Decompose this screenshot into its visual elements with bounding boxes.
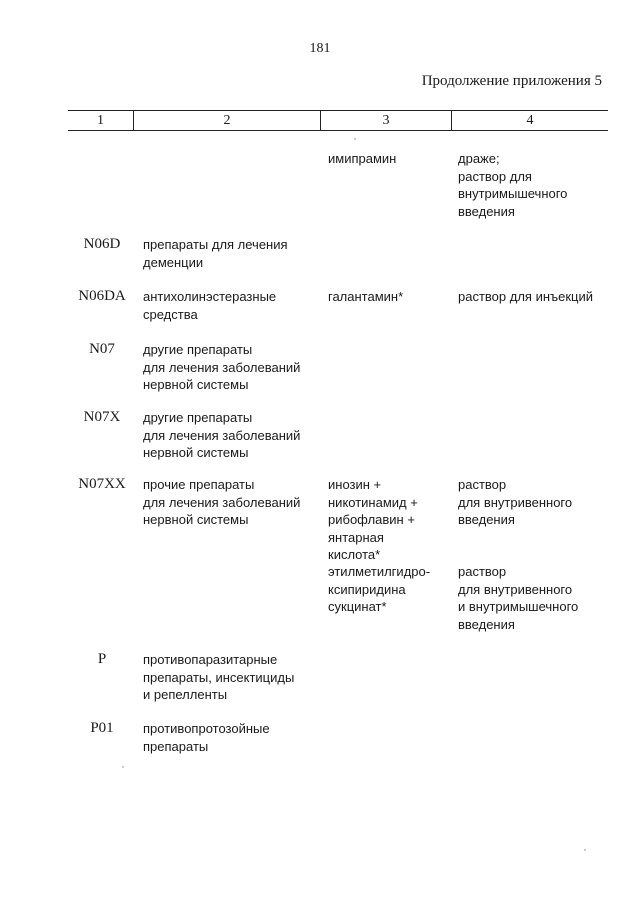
group-description: противопротозойные препараты bbox=[143, 721, 270, 754]
group-description: противопаразитарные препараты, инсектициды и репелленты bbox=[143, 652, 295, 702]
group-description: другие препараты для лечения заболеваний нервной системы bbox=[143, 342, 301, 392]
scan-speck bbox=[122, 766, 124, 768]
drug-name: имипрамин bbox=[328, 151, 397, 166]
drug-name: галантамин* bbox=[328, 289, 404, 304]
drug-name: этилметилгидро- ксипиридина сукцинат* bbox=[328, 564, 431, 614]
atc-code: N07XX bbox=[78, 476, 126, 492]
column-header-4: 4 bbox=[451, 111, 608, 130]
dosage-form: раствор для инъекций bbox=[458, 289, 594, 304]
atc-code: N07 bbox=[89, 341, 115, 357]
dosage-form: драже; раствор для внутримышечного введения bbox=[458, 151, 568, 219]
continuation-caption: Продолжение приложения 5 bbox=[421, 73, 602, 89]
table-header bbox=[68, 110, 608, 131]
page-number: 181 bbox=[309, 41, 331, 56]
column-header-3: 3 bbox=[320, 111, 451, 130]
scan-speck bbox=[584, 849, 586, 851]
atc-code: P01 bbox=[90, 720, 114, 736]
group-description: прочие препараты для лечения заболеваний нервной системы bbox=[143, 477, 301, 527]
scan-speck bbox=[354, 138, 356, 140]
column-header-1: 1 bbox=[97, 113, 104, 128]
group-description: другие препараты для лечения заболеваний нервной системы bbox=[143, 410, 301, 460]
group-description: антихолинэстеразные средства bbox=[143, 289, 277, 322]
atc-code: N07X bbox=[83, 409, 121, 425]
dosage-form: раствор для внутривенного и внутримышечного введения bbox=[458, 564, 579, 632]
column-header-2: 2 bbox=[133, 111, 320, 130]
drug-name: инозин + никотинамид + рибофлавин + янтарная кислота* bbox=[328, 477, 418, 562]
atc-code: P bbox=[97, 651, 107, 667]
atc-code: N06DA bbox=[78, 288, 126, 304]
dosage-form: раствор для внутривенного введения bbox=[458, 477, 573, 527]
group-description: препараты для лечения деменции bbox=[143, 237, 288, 270]
atc-code: N06D bbox=[83, 236, 121, 252]
